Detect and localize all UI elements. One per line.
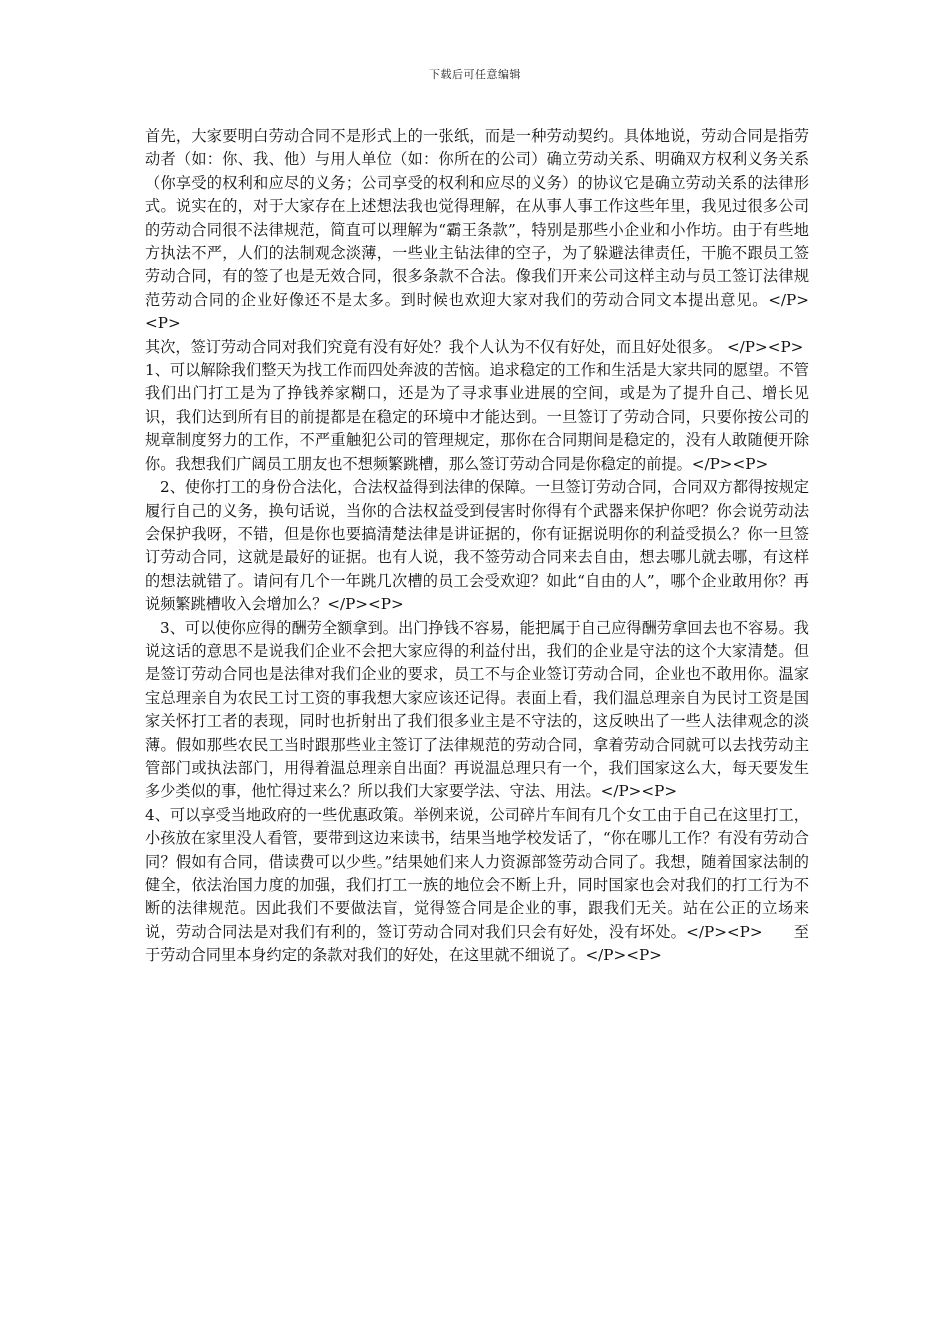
page-header: 下载后可任意编辑 (429, 68, 521, 81)
document-body (145, 125, 809, 968)
paragraph-benefits-question: 其次，签订劳动合同对我们究竟有没有好处？我个人认为不仅有好处，而且好处很多。 </P><P> (145, 337, 804, 356)
paragraph-point-2: 2、使你打工的身份合法化，合法权益得到法律的保障。一旦签订劳动合同，合同双方都得按规定履行自己的义务，换句话说，当你的合法权益受到侵害时你得有个武器来保护你吧？你会说劳动法会保护我呀，不错，但是你也要搞清楚法律是讲证据的，你有证据说明你的利益受损么？你一旦签订劳动合同，这就是最好的证据。也有人说，我不签劳动合同来去自由，想去哪儿就去哪，有这样的想法就错了。请问有几个一年跳几次槽的员工会受欢迎？如此“自由的人”，哪个企业敢用你？再说频繁跳槽收入会增加么？</P><P> (145, 478, 809, 614)
paragraph-intro: 首先，大家要明白劳动合同不是形式上的一张纸，而是一种劳动契约。具体地说，劳动合同是指劳动者（如：你、我、他）与用人单位（如：你所在的公司）确立劳动关系、明确双方权利义务关系（你享受的权利和应尽的义务；公司享受的权利和应尽的义务）的协议它是确立劳动关系的法律形式。说实在的，对于大家存在上述想法我也觉得理解，在从事人事工作这些年里，我见过很多公司的劳动合同很不法律规范，简直可以理解为“霸王条款”，特别是那些小企业和小作坊。由于有些地方执法不严，人们的法制观念淡薄，一些业主钻法律的空子，为了躲避法律责任，干脆不跟员工签劳动合同，有的签了也是无效合同，很多条款不合法。像我们开来公司这样主动与员工签订法律规范劳动合同的企业好像还不是太多。到时候也欢迎大家对我们的劳动合同文本提出意见。</P><P> (145, 127, 809, 333)
paragraph-point-4: 4、可以享受当地政府的一些优惠政策。举例来说，公司碎片车间有几个女工由于自己在这里打工，小孩放在家里没人看管，要带到这边来读书，结果当地学校发话了，“你在哪儿工作？有没有劳动合同？假如有合同，借读费可以少些。”结果她们来人力资源部签劳动合同了。我想，随着国家法制的健全，依法治国力度的加强，我们打工一族的地位会不断上升，同时国家也会对我们的打工行为不断的法律规范。因此我们不要做法盲，觉得签合同是企业的事，跟我们无关。站在公正的立场来说，劳动合同法是对我们有利的，签订劳动合同对我们只会有好处，没有坏处。</P><P> 至于劳动合同里本身约定的条款对我们的好处，在这里就不细说了。</P><P> (145, 805, 809, 965)
paragraph-point-3: 3、可以使你应得的酬劳全额拿到。出门挣钱不容易，能把属于自己应得酬劳拿回去也不容易。我说这话的意思不是说我们企业不会把大家应得的利益付出，我们的企业是守法的这个大家清楚。但是签订劳动合同也是法律对我们企业的要求，员工不与企业签订劳动合同，企业也不敢用你。温家宝总理亲自为农民工讨工资的事我想大家应该还记得。表面上看，我们温总理亲自为民讨工资是国家关怀打工者的表现，同时也折射出了我们很多业主是不守法的，这反映出了一些人法律观念的淡薄。假如那些农民工当时跟那些业主签订了法律规范的劳动合同，拿着劳动合同就可以去找劳动主管部门或执法部门，用得着温总理亲自出面？再说温总理只有一个，我们国家这么大，每天要发生多少类似的事，他忙得过来么？所以我们大家要学法、守法、用法。</P><P> (145, 618, 809, 801)
paragraph-point-1: 1、可以解除我们整天为找工作而四处奔波的苦恼。追求稳定的工作和生活是大家共同的愿望。不管我们出门打工是为了挣钱养家糊口，还是为了寻求事业进展的空间，或是为了提升自己、增长见识，我们达到所有目的前提都是在稳定的环境中才能达到。一旦签订了劳动合同，只要你按公司的规章制度努力的工作，不严重触犯公司的管理规定，那你在合同期间是稳定的，没有人敢随便开除你。我想我们广阔员工朋友也不想频繁跳槽，那么签订劳动合同是你稳定的前提。</P><P> (145, 361, 809, 473)
